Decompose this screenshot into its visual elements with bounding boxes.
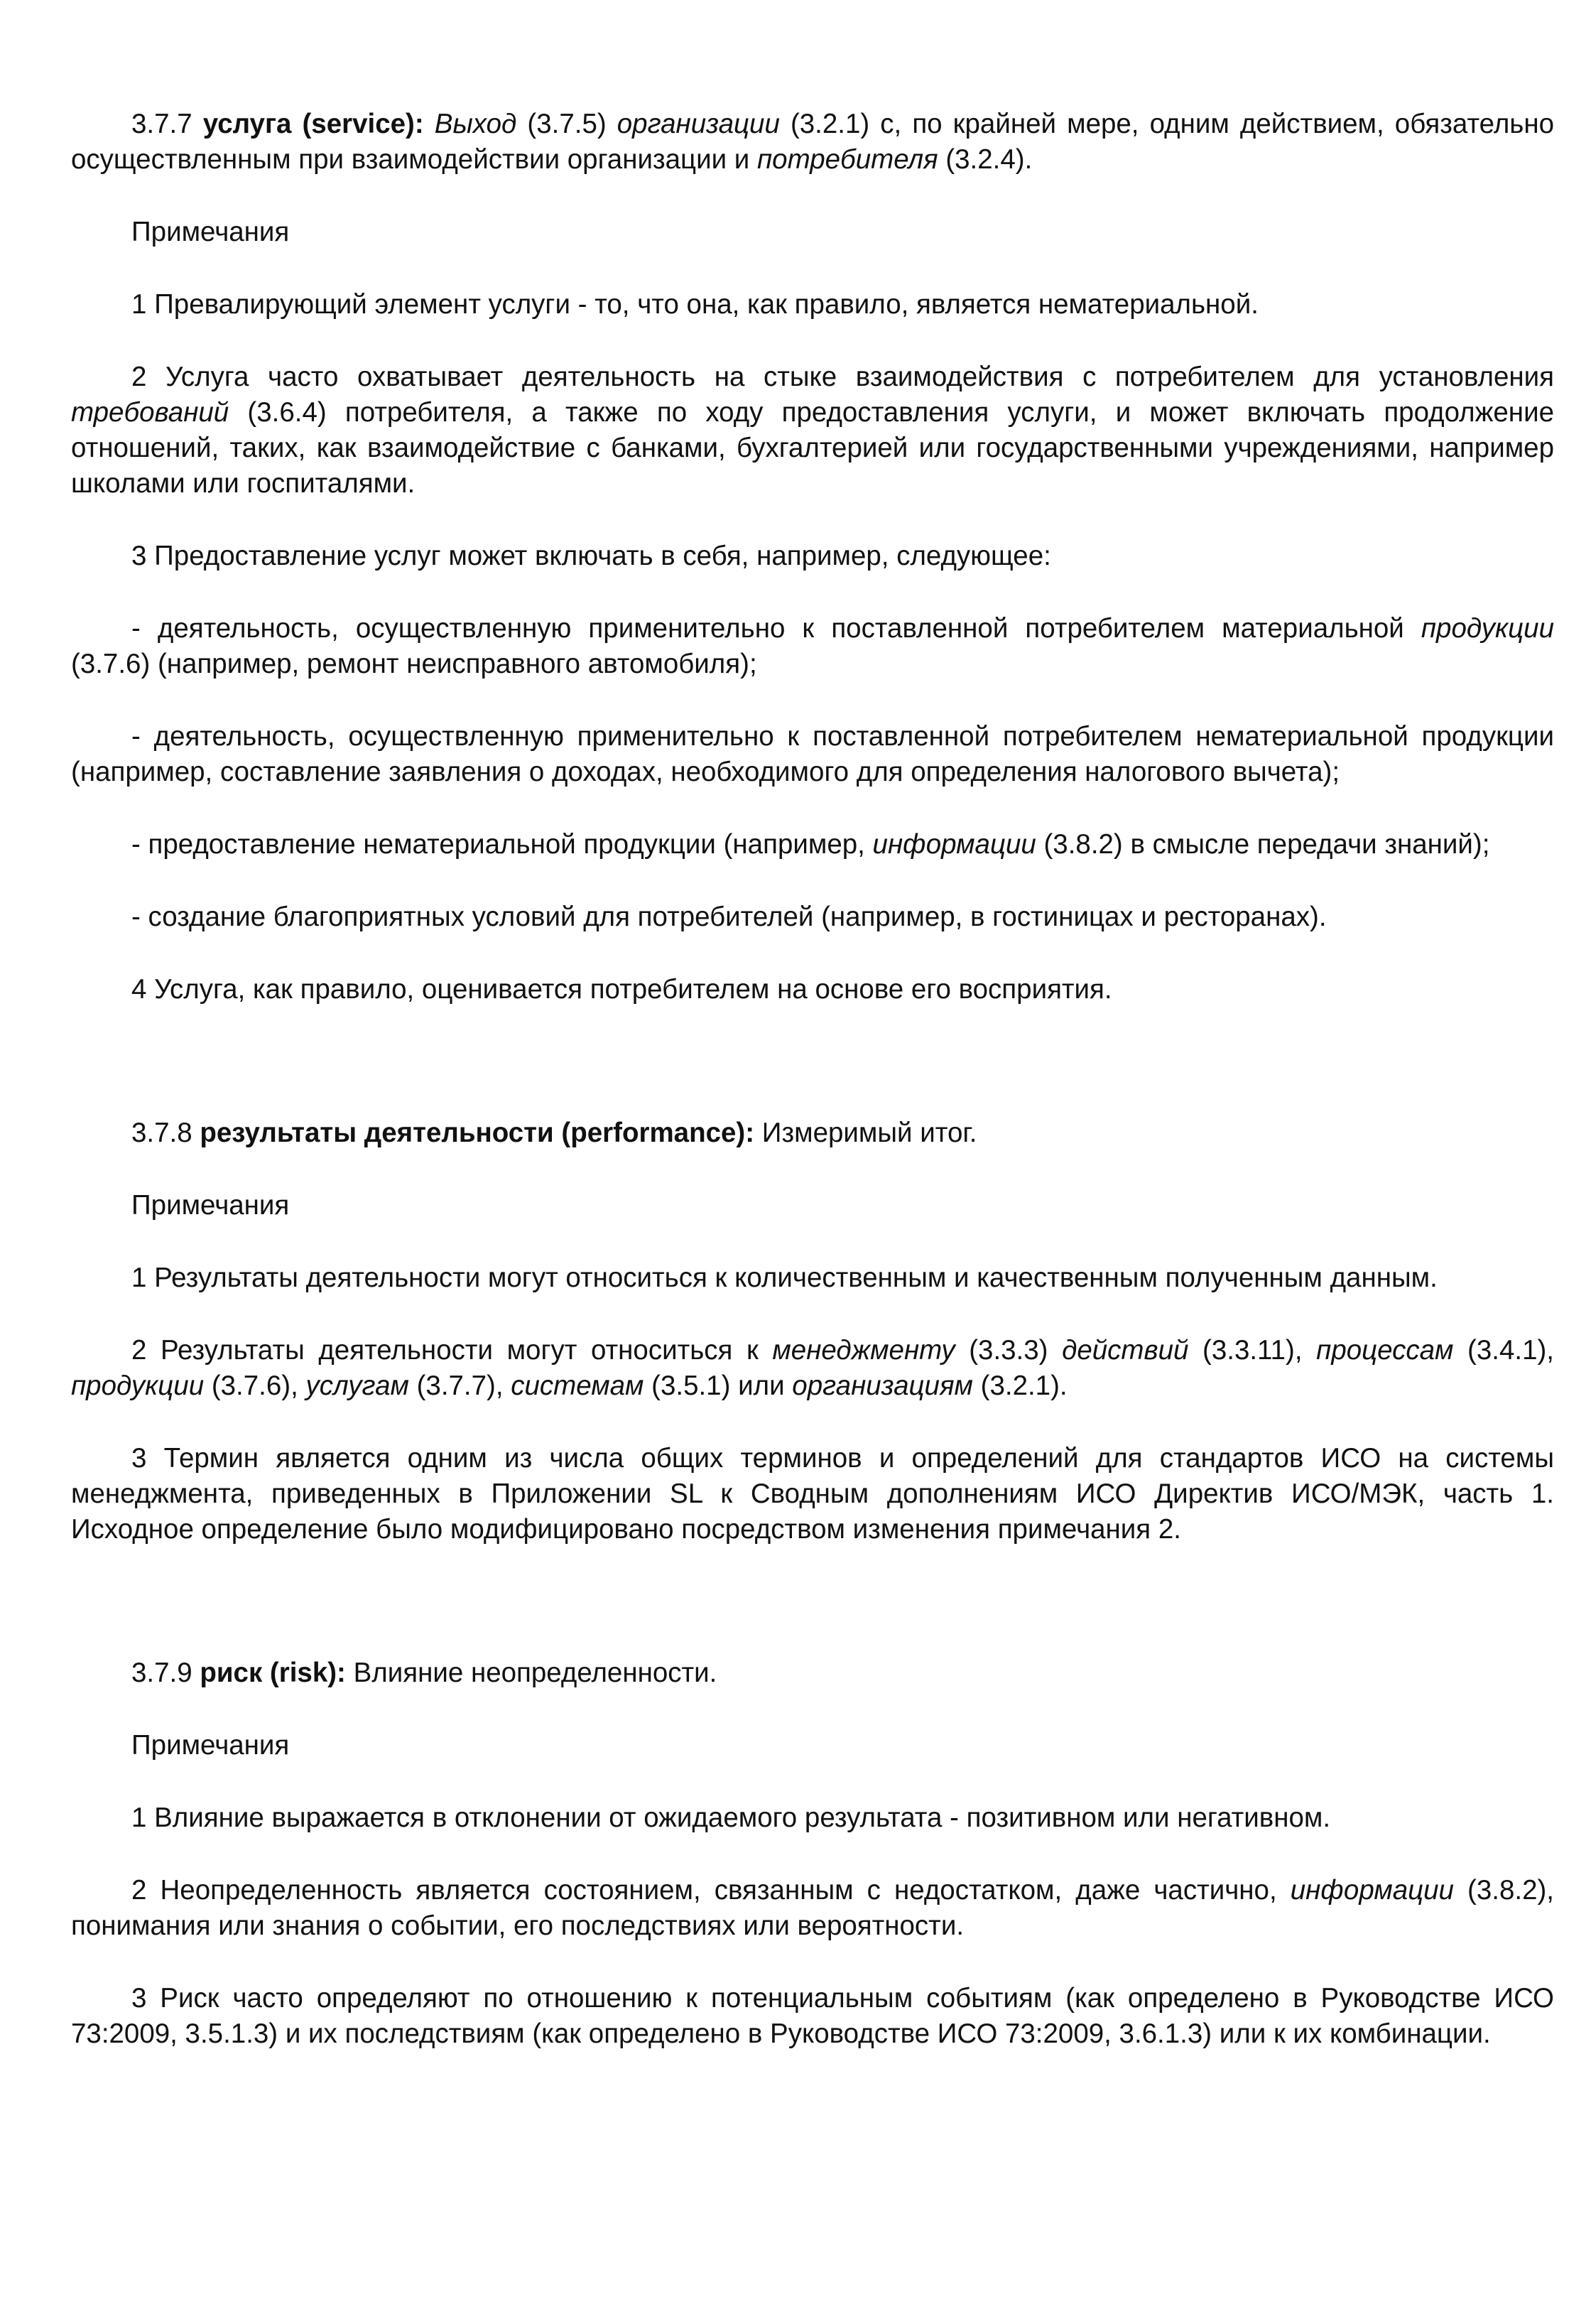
term-3-7-8-definition: 3.7.8 результаты деятельности (performance): Измеримый итог. <box>131 1118 977 1148</box>
note-paragraph: 2 Неопределенность является состоянием, связанным с недостатком, даже частично, информации (3.8.2), понимания или знания о событии, его последствиях или вероятности. <box>71 1875 1554 1941</box>
note-paragraph: 2 Результаты деятельности могут относиться к менеджменту (3.3.3) действий (3.3.11), процессам (3.4.1), продукции (3.7.6), услугам (3.7.7), системам (3.5.1) или организациям (3.2.1). <box>71 1335 1555 1401</box>
list-item: - создание благоприятных условий для потребителей (например, в гостиницах и ресторанах). <box>131 902 1327 932</box>
note-paragraph: 4 Услуга, как правило, оценивается потребителем на основе его восприятия. <box>131 974 1112 1005</box>
term-number: 3.7.8 <box>131 1118 192 1148</box>
list-item: - предоставление нематериальной продукции (например, информации (3.8.2) в смысле передачи знаний); <box>131 829 1490 860</box>
note-paragraph: 1 Результаты деятельности могут относиться к количественным и качественным полученным данным. <box>131 1263 1438 1293</box>
term-title: риск (risk): <box>200 1658 346 1688</box>
term-title: услуга (service): <box>202 109 424 139</box>
term-3-7-7-definition: 3.7.7 услуга (service): Выход (3.7.5) организации (3.2.1) с, по крайней мере, одним действием, обязательно осуществленным при взаимодействии организации и потребителя (3.2.4). <box>71 109 1555 175</box>
document-page <box>71 107 1554 2052</box>
note-paragraph: 3 Риск часто определяют по отношению к потенциальным событиям (как определено в Руководстве ИСО 73:2009, 3.5.1.3) и их последствиям (как определено в Руководстве ИСО 73:2009, 3.6.1.3) или к их комбинации. <box>71 1983 1554 2049</box>
term-ref: информации <box>1290 1875 1454 1906</box>
term-number: 3.7.9 <box>131 1658 192 1688</box>
note-paragraph: 3 Предоставление услуг может включать в себя, например, следующее: <box>131 541 1051 571</box>
notes-heading: Примечания <box>131 217 290 247</box>
notes-heading: Примечания <box>131 1190 290 1221</box>
notes-heading: Примечания <box>131 1730 290 1761</box>
term-3-7-9-definition: 3.7.9 риск (risk): Влияние неопределенности. <box>131 1658 717 1688</box>
term-ref: Выход <box>434 109 517 139</box>
note-paragraph: 1 Превалирующий элемент услуги - то, что она, как правило, является нематериальной. <box>131 289 1259 320</box>
term-ref: продукции <box>1421 613 1554 644</box>
note-paragraph: 1 Влияние выражается в отклонении от ожидаемого результата - позитивном или негативном. <box>131 1803 1331 1833</box>
term-ref: требований <box>71 397 229 428</box>
term-title: результаты деятельности (performance): <box>200 1118 755 1148</box>
term-ref: информации <box>872 829 1036 860</box>
list-item: - деятельность, осуществленную применительно к поставленной потребителем материальной продукции (3.7.6) (например, ремонт неисправного автомобиля); <box>71 613 1554 679</box>
note-paragraph: 2 Услуга часто охватывает деятельность на стыке взаимодействия с потребителем для установления требований (3.6.4) потребителя, а также по ходу предоставления услуги, и может включать продолжение отношений, таких, как взаимодействие с банками, бухгалтерией или государственными учреждениями, например школами или госпиталями. <box>71 362 1554 499</box>
term-ref: организации <box>617 109 780 139</box>
term-number: 3.7.7 <box>131 109 192 139</box>
term-ref: потребителя <box>757 144 938 175</box>
list-item: - деятельность, осуществленную применительно к поставленной потребителем нематериальной продукции (например, составление заявления о доходах, необходимого для определения налогового вычета); <box>71 721 1554 787</box>
note-paragraph: 3 Термин является одним из числа общих терминов и определений для стандартов ИСО на системы менеджмента, приведенных в Приложении SL к Сводным дополнениям ИСО Директив ИСО/МЭК, часть 1. Исходное определение было модифицировано посредством изменения примечания 2. <box>71 1443 1554 1545</box>
